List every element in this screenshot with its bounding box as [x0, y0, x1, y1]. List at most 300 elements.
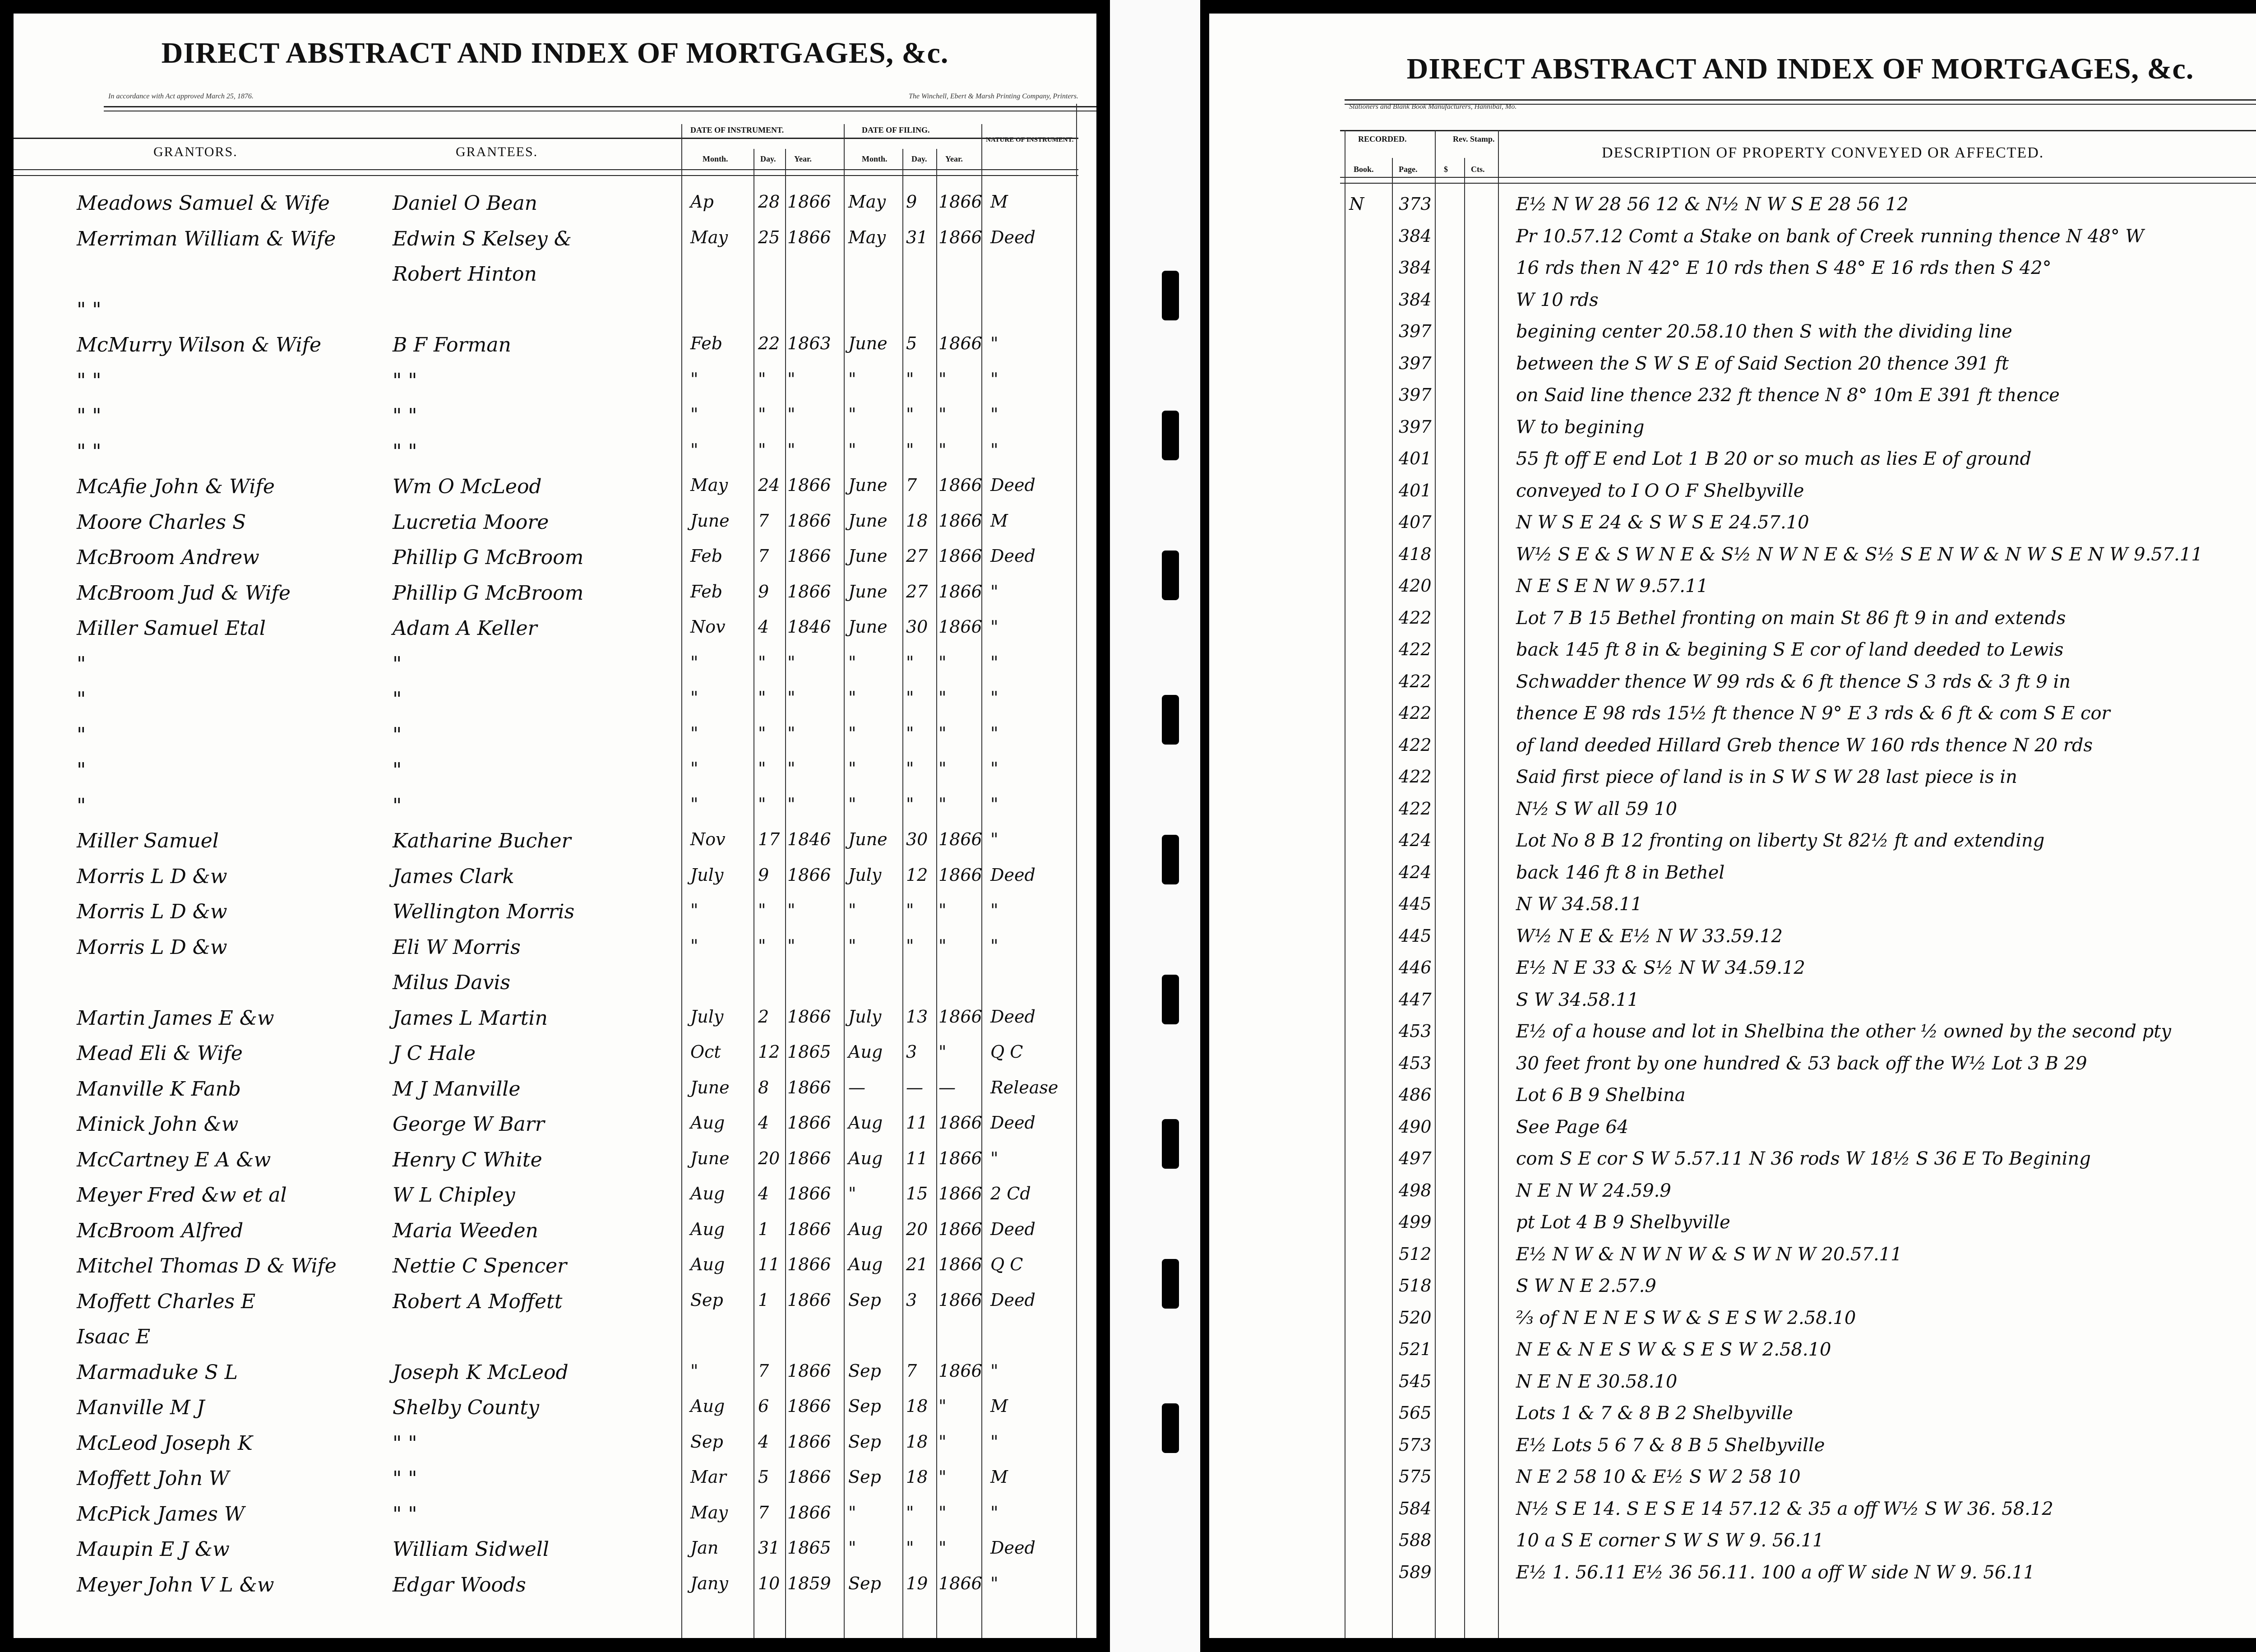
- filing-year-cell: 1866: [938, 581, 982, 602]
- filing-year-cell: ": [938, 1042, 947, 1062]
- grantor-cell: Merriman William & Wife: [77, 227, 336, 250]
- instrument-day-cell: 4: [758, 617, 769, 637]
- filing-month-cell: June: [848, 510, 888, 531]
- nature-cell: Deed: [990, 1538, 1036, 1558]
- instrument-day-cell: 11: [758, 1254, 780, 1274]
- grantor-cell: Martin James E &w: [77, 1006, 274, 1030]
- page-cell: 422: [1399, 703, 1432, 723]
- filing-year-cell: ": [938, 1502, 947, 1522]
- description-cell: Lot 7 B 15 Bethel fronting on main St 86 ft 9 in and extends: [1516, 607, 2066, 629]
- filing-month-cell: Sep: [848, 1396, 881, 1416]
- binding-mark: [1162, 835, 1179, 884]
- instrument-year-cell: 1866: [787, 192, 831, 212]
- instrument-day-cell: 1: [758, 1219, 769, 1239]
- description-cell: E½ N W 28 56 12 & N½ N W S E 28 56 12: [1516, 194, 1909, 215]
- cents-subheader: Cts.: [1471, 165, 1485, 174]
- page-cell: 453: [1399, 1053, 1432, 1073]
- filing-month-cell: Aug: [848, 1148, 883, 1168]
- instrument-month-cell: Aug: [690, 1254, 725, 1274]
- description-cell: E½ 1. 56.11 E½ 36 56.11. 100 a off W side N W 9. 56.11: [1516, 1562, 2035, 1583]
- filing-day-cell: ": [906, 900, 914, 920]
- instrument-year-cell: 1866: [787, 546, 831, 566]
- instrument-month-cell: June: [690, 1077, 730, 1097]
- filing-year-cell: 1866: [938, 333, 982, 353]
- nature-cell: ": [990, 935, 999, 956]
- page-cell: 445: [1399, 925, 1432, 946]
- filing-month-cell: ": [848, 440, 856, 460]
- filing-day-cell: 30: [906, 829, 928, 849]
- instrument-month-cell: Feb: [690, 581, 723, 602]
- instrument-month-cell: ": [690, 935, 698, 956]
- description-cell: back 145 ft 8 in & begining S E cor of land deeded to Lewis: [1516, 639, 2064, 660]
- description-cell: N W 34.58.11: [1516, 894, 1642, 915]
- page-cell: 520: [1399, 1307, 1432, 1328]
- page-cell: 445: [1399, 894, 1432, 914]
- instrument-day-cell: 7: [758, 1502, 769, 1522]
- instrument-year-cell: ": [787, 440, 795, 460]
- dollars-subheader: $: [1444, 165, 1448, 174]
- page-cell: 453: [1399, 1021, 1432, 1041]
- instrument-year-cell: 1866: [787, 1006, 831, 1027]
- day-subheader: Day.: [760, 154, 776, 163]
- instrument-day-cell: 2: [758, 1006, 769, 1027]
- nature-cell: ": [990, 759, 999, 778]
- grantee-cell: Edwin S Kelsey &: [393, 227, 572, 250]
- page-cell: 397: [1399, 321, 1432, 341]
- instrument-year-cell: ": [787, 652, 795, 672]
- grantor-cell: Moffett John W: [77, 1467, 230, 1490]
- instrument-day-cell: 7: [758, 1360, 769, 1381]
- grantee-cell: Joseph K McLeod: [393, 1360, 569, 1384]
- filing-year-cell: ": [938, 1467, 947, 1487]
- filing-year-cell: 1866: [938, 1148, 982, 1168]
- description-cell: N E & N E S W & S E S W 2.58.10: [1516, 1339, 1831, 1360]
- instrument-month-cell: Feb: [690, 546, 723, 566]
- filing-year-cell: ": [938, 1396, 947, 1416]
- column-divider: [785, 149, 786, 1638]
- grantee-cell: " ": [393, 1467, 417, 1490]
- instrument-day-cell: 5: [758, 1467, 769, 1487]
- filing-month-cell: July: [848, 865, 882, 885]
- binding-mark: [1162, 975, 1179, 1024]
- filing-year-cell: 1866: [938, 829, 982, 849]
- filing-day-cell: ": [906, 723, 914, 743]
- instrument-year-cell: 1866: [787, 1502, 831, 1522]
- instrument-day-cell: 24: [758, 475, 780, 495]
- column-rule: [1340, 183, 2256, 184]
- instrument-month-cell: ": [690, 440, 698, 460]
- nature-cell: ": [990, 1431, 999, 1452]
- instrument-year-cell: 1866: [787, 1254, 831, 1274]
- instrument-day-cell: 4: [758, 1184, 769, 1203]
- filing-month-cell: ": [848, 900, 856, 920]
- left-ledger-page: [14, 14, 1096, 1638]
- instrument-day-cell: 9: [758, 865, 769, 885]
- filing-day-cell: 11: [906, 1113, 928, 1133]
- filing-year-cell: ": [938, 440, 947, 460]
- grantor-cell: Morris L D &w: [77, 935, 227, 959]
- description-cell: N½ S E 14. S E S E 14 57.12 & 35 a off W½ S W 36. 58.12: [1516, 1498, 2053, 1519]
- filing-year-cell: 1866: [938, 1184, 982, 1203]
- description-cell: Lot No 8 B 12 fronting on liberty St 82½ ft and extending: [1516, 830, 2045, 851]
- page-cell: 490: [1399, 1116, 1432, 1137]
- grantee-cell: Phillip G McBroom: [393, 546, 584, 569]
- description-cell: pt Lot 4 B 9 Shelbyville: [1516, 1212, 1730, 1233]
- instrument-month-cell: ": [690, 688, 698, 708]
- filing-month-cell: Aug: [848, 1219, 883, 1239]
- description-cell: N E N E 30.58.10: [1516, 1371, 1678, 1392]
- filing-day-cell: 7: [906, 1360, 917, 1381]
- month-subheader: Month.: [862, 154, 888, 163]
- filing-year-cell: 1866: [938, 227, 982, 247]
- description-cell: E½ of a house and lot in Shelbina the other ½ owned by the second pty: [1516, 1021, 2171, 1042]
- binding-mark: [1162, 695, 1179, 745]
- grantee-cell: James L Martin: [393, 1006, 548, 1030]
- page-subheader: Page.: [1399, 165, 1418, 174]
- description-cell: N W S E 24 & S W S E 24.57.10: [1516, 512, 1809, 533]
- instrument-month-cell: Sep: [690, 1290, 723, 1310]
- filing-month-cell: Aug: [848, 1254, 883, 1274]
- grantee-cell: Katharine Bucher: [393, 829, 571, 852]
- column-rule: [14, 175, 1078, 176]
- description-cell: E½ N W & N W N W & S W N W 20.57.11: [1516, 1244, 1902, 1265]
- instrument-month-cell: ": [690, 759, 698, 778]
- nature-cell: ": [990, 900, 999, 920]
- grantee-cell: Phillip G McBroom: [393, 581, 584, 605]
- grantee-cell: J C Hale: [393, 1042, 476, 1065]
- filing-month-cell: Sep: [848, 1467, 881, 1487]
- binding-mark: [1162, 551, 1179, 600]
- filing-month-cell: ": [848, 1538, 856, 1558]
- instrument-month-cell: Nov: [690, 617, 726, 637]
- filing-month-cell: ": [848, 369, 856, 389]
- instrument-day-cell: ": [758, 935, 766, 956]
- nature-cell: Deed: [990, 1219, 1036, 1239]
- filing-month-cell: May: [848, 192, 886, 212]
- instrument-year-cell: 1866: [787, 475, 831, 495]
- grantor-cell: ": [77, 759, 86, 782]
- instrument-year-cell: 1866: [787, 865, 831, 885]
- description-cell: See Page 64: [1516, 1116, 1629, 1138]
- filing-day-cell: 20: [906, 1219, 928, 1239]
- nature-cell: ": [990, 1360, 999, 1381]
- instrument-month-cell: ": [690, 652, 698, 672]
- grantor-cell: McPick James W: [77, 1502, 245, 1526]
- instrument-day-cell: ": [758, 759, 766, 778]
- nature-header: NATURE OF INSTRUMENT.: [986, 136, 1074, 143]
- rev-stamp-header: Rev. Stamp.: [1453, 134, 1495, 143]
- filing-day-cell: 21: [906, 1254, 928, 1274]
- instrument-day-cell: ": [758, 794, 766, 814]
- binding-mark: [1162, 1259, 1179, 1309]
- instrument-day-cell: 4: [758, 1431, 769, 1452]
- description-cell: between the S W S E of Said Section 20 thence 391 ft: [1516, 353, 2009, 374]
- column-rule: [14, 138, 1078, 139]
- description-cell: Pr 10.57.12 Comt a Stake on bank of Creek running thence N 48° W: [1516, 226, 2144, 247]
- filing-year-cell: 1866: [938, 865, 982, 885]
- instrument-year-cell: 1866: [787, 227, 831, 247]
- instrument-day-cell: 28: [758, 192, 780, 212]
- book-cell: N: [1349, 194, 1364, 214]
- nature-cell: Q C: [990, 1254, 1023, 1274]
- grantee-cell: James Clark: [393, 865, 514, 888]
- grantor-cell: Moffett Charles E: [77, 1290, 256, 1313]
- description-cell: N E S E N W 9.57.11: [1516, 576, 1708, 597]
- filing-month-cell: ": [848, 652, 856, 672]
- nature-cell: Deed: [990, 1006, 1036, 1027]
- instrument-month-cell: July: [690, 865, 724, 885]
- nature-cell: Deed: [990, 227, 1036, 247]
- instrument-day-cell: 6: [758, 1396, 769, 1416]
- column-divider: [1498, 130, 1499, 1638]
- grantor-cell: McMurry Wilson & Wife: [77, 333, 321, 356]
- instrument-day-cell: 20: [758, 1148, 780, 1168]
- instrument-year-cell: 1863: [787, 333, 831, 353]
- instrument-year-cell: 1866: [787, 1396, 831, 1416]
- description-cell: N E N W 24.59.9: [1516, 1180, 1671, 1201]
- month-subheader: Month.: [703, 154, 728, 163]
- page-cell: 521: [1399, 1339, 1432, 1359]
- column-divider: [1464, 158, 1465, 1638]
- instrument-year-cell: ": [787, 723, 795, 743]
- column-divider: [1076, 104, 1077, 1638]
- filing-month-cell: June: [848, 546, 888, 566]
- grantor-cell: Miller Samuel: [77, 829, 219, 852]
- filing-month-cell: June: [848, 829, 888, 849]
- act-note: In accordance with Act approved March 25, 1876.: [108, 93, 254, 100]
- description-cell: N½ S W all 59 10: [1516, 798, 1678, 819]
- page-cell: 447: [1399, 989, 1432, 1009]
- column-divider: [1392, 158, 1393, 1638]
- filing-year-cell: 1866: [938, 1360, 982, 1381]
- description-cell: of land deeded Hillard Greb thence W 160 rds thence N 20 rds: [1516, 735, 2093, 756]
- instrument-year-cell: 1866: [787, 510, 831, 531]
- description-cell: S W 34.58.11: [1516, 989, 1639, 1010]
- nature-cell: ": [990, 369, 999, 389]
- nature-cell: Q C: [990, 1042, 1023, 1062]
- instrument-year-cell: 1866: [787, 581, 831, 602]
- instrument-day-cell: 17: [758, 829, 780, 849]
- instrument-year-cell: ": [787, 759, 795, 778]
- grantor-cell: Miller Samuel Etal: [77, 617, 266, 640]
- page-cell: 573: [1399, 1435, 1432, 1455]
- description-cell: conveyed to I O O F Shelbyville: [1516, 480, 1804, 501]
- column-divider: [902, 149, 903, 1638]
- filing-year-cell: ": [938, 900, 947, 920]
- instrument-month-cell: ": [690, 723, 698, 743]
- instrument-day-cell: ": [758, 404, 766, 424]
- filing-month-cell: Aug: [848, 1042, 883, 1062]
- stationer-note: Stationers and Blank Book Manufacturers, Hannibal, Mo.: [1349, 103, 1517, 111]
- header-rule: [104, 106, 1096, 107]
- description-cell: N E 2 58 10 & E½ S W 2 58 10: [1516, 1467, 1801, 1487]
- instrument-year-cell: ": [787, 404, 795, 424]
- filing-month-cell: ": [848, 404, 856, 424]
- description-cell: ⅔ of N E N E S W & S E S W 2.58.10: [1516, 1307, 1856, 1328]
- page-cell: 545: [1399, 1371, 1432, 1391]
- grantor-cell: " ": [77, 404, 102, 427]
- description-cell: E½ Lots 5 6 7 & 8 B 5 Shelbyville: [1516, 1435, 1825, 1456]
- filing-year-cell: 1866: [938, 475, 982, 495]
- filing-day-cell: 19: [906, 1573, 928, 1593]
- filing-month-cell: ": [848, 794, 856, 814]
- printer-note: The Winchell, Ebert & Marsh Printing Company, Printers.: [909, 93, 1078, 100]
- description-cell: E½ N E 33 & S½ N W 34.59.12: [1516, 958, 1805, 978]
- instrument-day-cell: ": [758, 369, 766, 389]
- filing-month-cell: Sep: [848, 1360, 881, 1381]
- grantor-cell: McBroom Andrew: [77, 546, 259, 569]
- instrument-month-cell: Oct: [690, 1042, 721, 1062]
- grantor-cell: Manville M J: [77, 1396, 205, 1419]
- binding-mark: [1162, 411, 1179, 460]
- instrument-year-cell: 1866: [787, 1077, 831, 1097]
- column-divider: [844, 124, 845, 1638]
- description-cell: back 146 ft 8 in Bethel: [1516, 862, 1725, 883]
- page-cell: 422: [1399, 671, 1432, 691]
- filing-month-cell: Sep: [848, 1573, 881, 1593]
- filing-month-cell: Sep: [848, 1290, 881, 1310]
- filing-month-cell: June: [848, 333, 888, 353]
- nature-cell: M: [990, 510, 1008, 531]
- column-rule: [14, 169, 1078, 170]
- filing-day-cell: 18: [906, 1467, 928, 1487]
- grantee-cell: ": [393, 688, 402, 711]
- instrument-month-cell: Mar: [690, 1467, 726, 1487]
- grantee-cell: Daniel O Bean: [393, 192, 538, 215]
- instrument-day-cell: 10: [758, 1573, 780, 1593]
- filing-day-cell: 3: [906, 1042, 917, 1062]
- book-subheader: Book.: [1354, 165, 1374, 174]
- page-cell: 512: [1399, 1244, 1432, 1264]
- nature-cell: ": [990, 829, 999, 849]
- filing-day-cell: ": [906, 688, 914, 708]
- instrument-year-cell: 1866: [787, 1360, 831, 1381]
- filing-month-cell: —: [848, 1077, 865, 1097]
- page-cell: 422: [1399, 639, 1432, 659]
- instrument-day-cell: 7: [758, 510, 769, 531]
- filing-year-cell: 1866: [938, 1290, 982, 1310]
- instrument-year-cell: ": [787, 935, 795, 956]
- nature-cell: ": [990, 794, 999, 814]
- grantee-cell: Wellington Morris: [393, 900, 575, 923]
- description-cell: thence E 98 rds 15½ ft thence N 9° E 3 rds & 6 ft & com S E cor: [1516, 703, 2110, 724]
- instrument-day-cell: ": [758, 652, 766, 672]
- filing-month-cell: ": [848, 688, 856, 708]
- page-cell: 397: [1399, 416, 1432, 437]
- filing-day-cell: 27: [906, 546, 928, 566]
- page-cell: 518: [1399, 1276, 1432, 1296]
- description-cell: S W N E 2.57.9: [1516, 1276, 1656, 1296]
- nature-cell: ": [990, 723, 999, 743]
- nature-cell: ": [990, 581, 999, 602]
- filing-day-cell: 11: [906, 1148, 928, 1168]
- filing-year-cell: 1866: [938, 510, 982, 531]
- filing-year-cell: ": [938, 688, 947, 708]
- filing-day-cell: 3: [906, 1290, 917, 1310]
- description-cell: 10 a S E corner S W S W 9. 56.11: [1516, 1530, 1824, 1551]
- book-gutter: [1110, 0, 1200, 1652]
- filing-day-cell: ": [906, 440, 914, 460]
- grantor-cell: Mead Eli & Wife: [77, 1042, 243, 1065]
- nature-cell: Deed: [990, 546, 1036, 566]
- nature-cell: M: [990, 1396, 1008, 1416]
- grantor-cell: Meyer John V L &w: [77, 1573, 274, 1596]
- filing-day-cell: 13: [906, 1006, 928, 1027]
- grantor-cell: " ": [77, 440, 102, 463]
- grantee-cell: ": [393, 723, 402, 746]
- instrument-day-cell: 4: [758, 1113, 769, 1133]
- instrument-year-cell: 1866: [787, 1113, 831, 1133]
- filing-day-cell: —: [906, 1077, 923, 1097]
- column-rule: [1340, 177, 2256, 178]
- filing-year-cell: 1866: [938, 546, 982, 566]
- grantee-cell: Edgar Woods: [393, 1573, 526, 1596]
- instrument-month-cell: Sep: [690, 1431, 723, 1452]
- grantee-cell: Lucretia Moore: [393, 510, 549, 534]
- instrument-month-cell: Ap: [690, 192, 714, 212]
- filing-year-cell: —: [938, 1077, 956, 1097]
- grantor-cell: Moore Charles S: [77, 510, 246, 534]
- grantee-cell: Henry C White: [393, 1148, 542, 1171]
- page-cell: 486: [1399, 1085, 1432, 1105]
- description-cell: com S E cor S W 5.57.11 N 36 rods W 18½ S 36 E To Begining: [1516, 1148, 2091, 1169]
- instrument-year-cell: 1846: [787, 829, 831, 849]
- grantees-header: GRANTEES.: [456, 144, 538, 159]
- filing-day-cell: 18: [906, 510, 928, 531]
- filing-day-cell: 9: [906, 192, 917, 212]
- year-subheader: Year.: [945, 154, 963, 163]
- filing-day-cell: 15: [906, 1184, 928, 1203]
- instrument-day-cell: 12: [758, 1042, 780, 1062]
- binding-mark: [1162, 1403, 1179, 1453]
- instrument-day-cell: 22: [758, 333, 780, 353]
- grantee-cell: George W Barr: [393, 1113, 545, 1136]
- instrument-year-cell: 1866: [787, 1467, 831, 1487]
- grantee-cell: " ": [393, 404, 417, 427]
- instrument-year-cell: 1865: [787, 1538, 831, 1558]
- grantor-cell: Marmaduke S L: [77, 1360, 238, 1384]
- page-cell: 420: [1399, 576, 1432, 596]
- grantee-cell: " ": [393, 1502, 417, 1526]
- filing-month-cell: ": [848, 935, 856, 956]
- instrument-year-cell: 1866: [787, 1184, 831, 1203]
- grantor-cell: Morris L D &w: [77, 900, 227, 923]
- binding-mark: [1162, 1119, 1179, 1169]
- filing-day-cell: ": [906, 652, 914, 672]
- page-cell: 422: [1399, 767, 1432, 787]
- page-cell: 589: [1399, 1562, 1432, 1582]
- grantor-cell: McBroom Alfred: [77, 1219, 244, 1242]
- grantee-cell: " ": [393, 440, 417, 463]
- grantee-cell: Robert Hinton: [393, 263, 537, 286]
- grantor-cell: ": [77, 688, 86, 711]
- grantor-cell: McCartney E A &w: [77, 1148, 271, 1171]
- filing-year-cell: 1866: [938, 1113, 982, 1133]
- instrument-month-cell: June: [690, 1148, 730, 1168]
- instrument-year-cell: 1846: [787, 617, 831, 637]
- description-cell: W½ S E & S W N E & S½ N W N E & S½ S E N W & N W S E N W 9.57.11: [1516, 544, 2203, 565]
- header-rule: [1345, 104, 2256, 105]
- grantee-cell: M J Manville: [393, 1077, 521, 1101]
- grantor-cell: McBroom Jud & Wife: [77, 581, 291, 605]
- page-cell: 401: [1399, 449, 1432, 468]
- description-cell: Said first piece of land is in S W S W 28 last piece is in: [1516, 767, 2017, 787]
- grantee-cell: Milus Davis: [393, 971, 511, 994]
- nature-cell: M: [990, 192, 1008, 212]
- instrument-year-cell: ": [787, 900, 795, 920]
- instrument-month-cell: Aug: [690, 1396, 725, 1416]
- grantee-cell: William Sidwell: [393, 1538, 549, 1561]
